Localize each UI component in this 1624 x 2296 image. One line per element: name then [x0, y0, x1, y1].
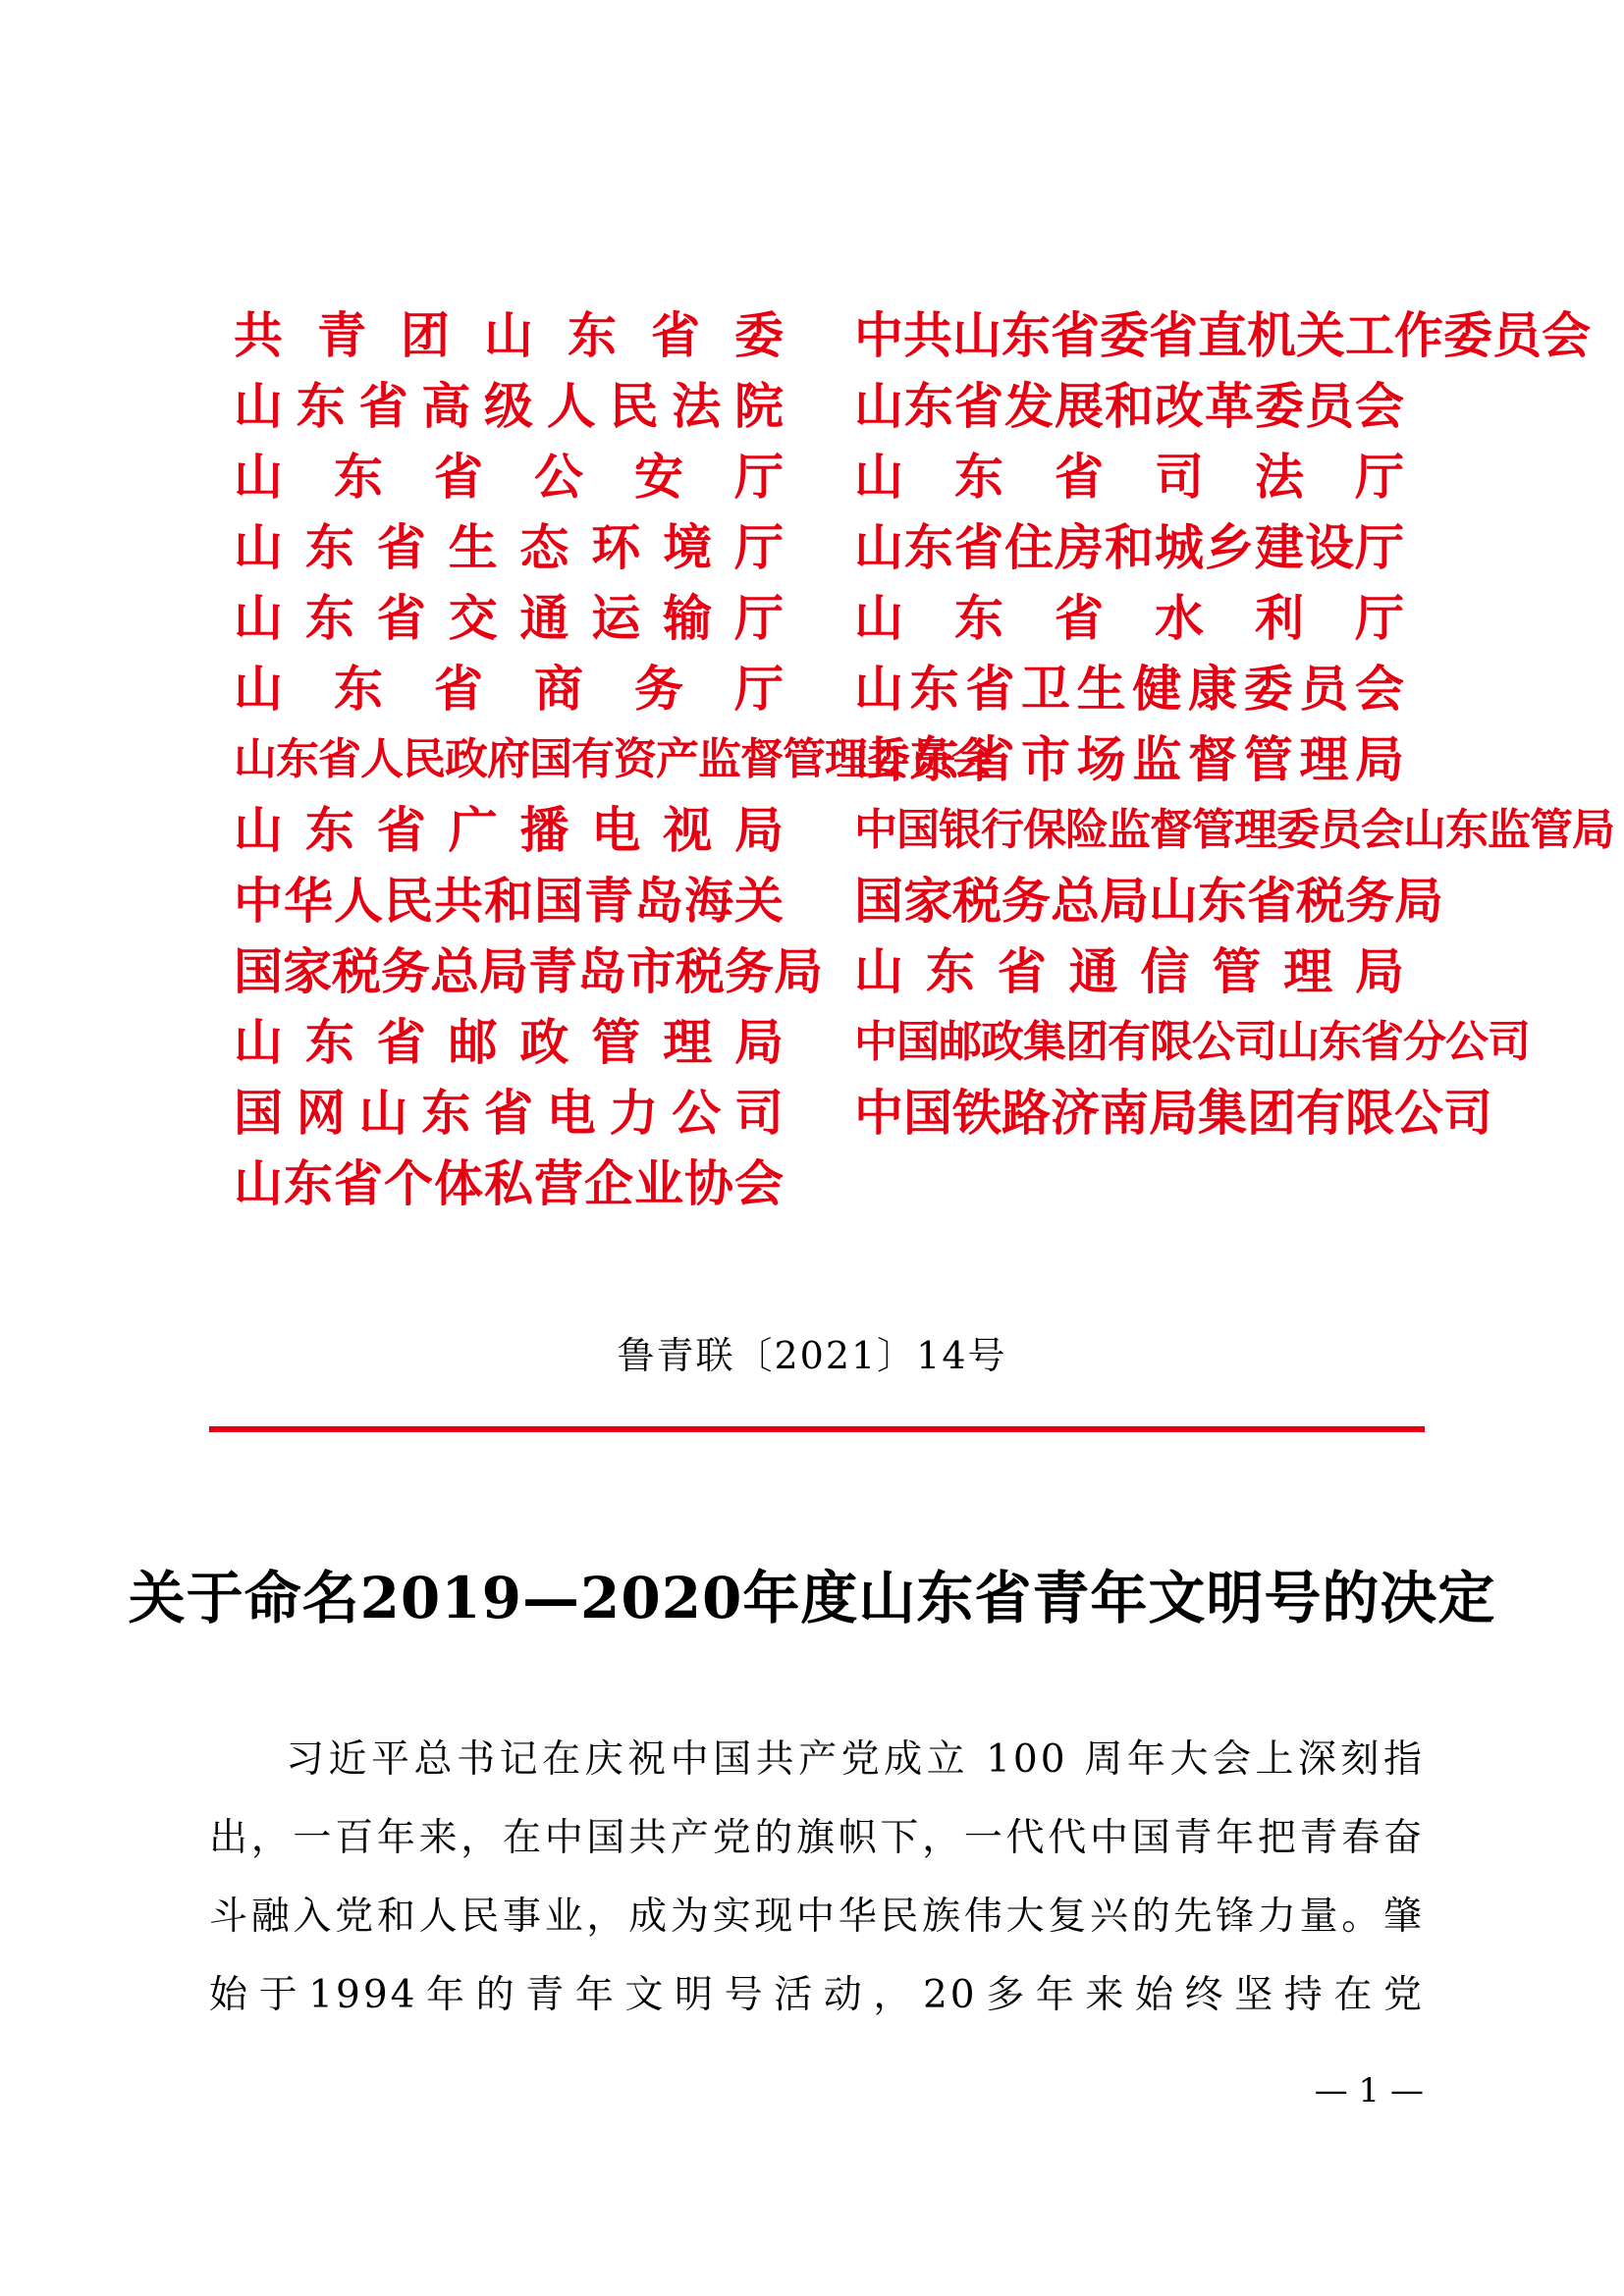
document-title: 关于命名2019—2020年度山东省青年文明号的决定 [128, 1565, 1496, 1631]
issuer-name: 山东省广播电视局 [234, 801, 784, 859]
issuer-name: 山东省商务厅 [234, 660, 784, 718]
issuer-name: 山东省人民政府国有资产监督管理委员会 [234, 734, 994, 784]
issuer-name: 共青团山东省委 [234, 306, 784, 364]
issuer-name: 山东省交通运输厅 [234, 589, 784, 647]
issuer-name: 中华人民共和国青岛海关 [234, 872, 784, 930]
issuer-name: 中国邮政集团有限公司山东省分公司 [854, 1017, 1530, 1067]
issuer-name: 山东省发展和改革委员会 [854, 377, 1404, 435]
issuer-name: 山东省个体私营企业协会 [234, 1154, 784, 1212]
document-number: 鲁青联〔2021〕14号 [617, 1334, 1007, 1377]
issuer-name: 山东省生态环境厅 [234, 518, 784, 576]
issuer-name: 山东省卫生健康委员会 [854, 660, 1404, 718]
issuer-name: 国网山东省电力公司 [234, 1084, 784, 1142]
issuer-name: 中共山东省委省直机关工作委员会 [854, 306, 1591, 364]
issuer-name: 山东省高级人民法院 [234, 377, 784, 435]
issuer-name: 山东省住房和城乡建设厅 [854, 518, 1404, 576]
page-number: — 1 — [1314, 2071, 1424, 2110]
issuing-organizations [234, 300, 1614, 1233]
issuer-name: 山东省市场监督管理局 [854, 730, 1404, 788]
issuer-name: 中国铁路济南局集团有限公司 [854, 1084, 1492, 1142]
issuer-name: 国家税务总局青岛市税务局 [234, 942, 823, 1000]
red-divider-line [209, 1426, 1425, 1432]
issuer-name: 山东省邮政管理局 [234, 1013, 784, 1071]
issuer-name: 山东省通信管理局 [854, 942, 1404, 1000]
body-paragraph: 习近平总书记在庆祝中国共产党成立 100 周年大会上深刻指出，一百年来，在中国共产党的旗帜下，一代代中国青年把青春奋斗融入党和人民事业，成为实现中华民族伟大复兴的先锋力量。肇始于1994年的青年文明号活动，20多年来始终坚持在党 [209, 1737, 1425, 2017]
issuer-name: 山东省水利厅 [854, 589, 1404, 647]
issuer-name: 山东省公安厅 [234, 448, 784, 506]
issuer-column-left [234, 300, 994, 1219]
issuer-column-right [854, 300, 1614, 1148]
issuer-name: 国家税务总局山东省税务局 [854, 872, 1443, 930]
issuer-name: 中国银行保险监督管理委员会山东监管局 [854, 805, 1614, 855]
issuer-name: 山东省司法厅 [854, 448, 1404, 506]
